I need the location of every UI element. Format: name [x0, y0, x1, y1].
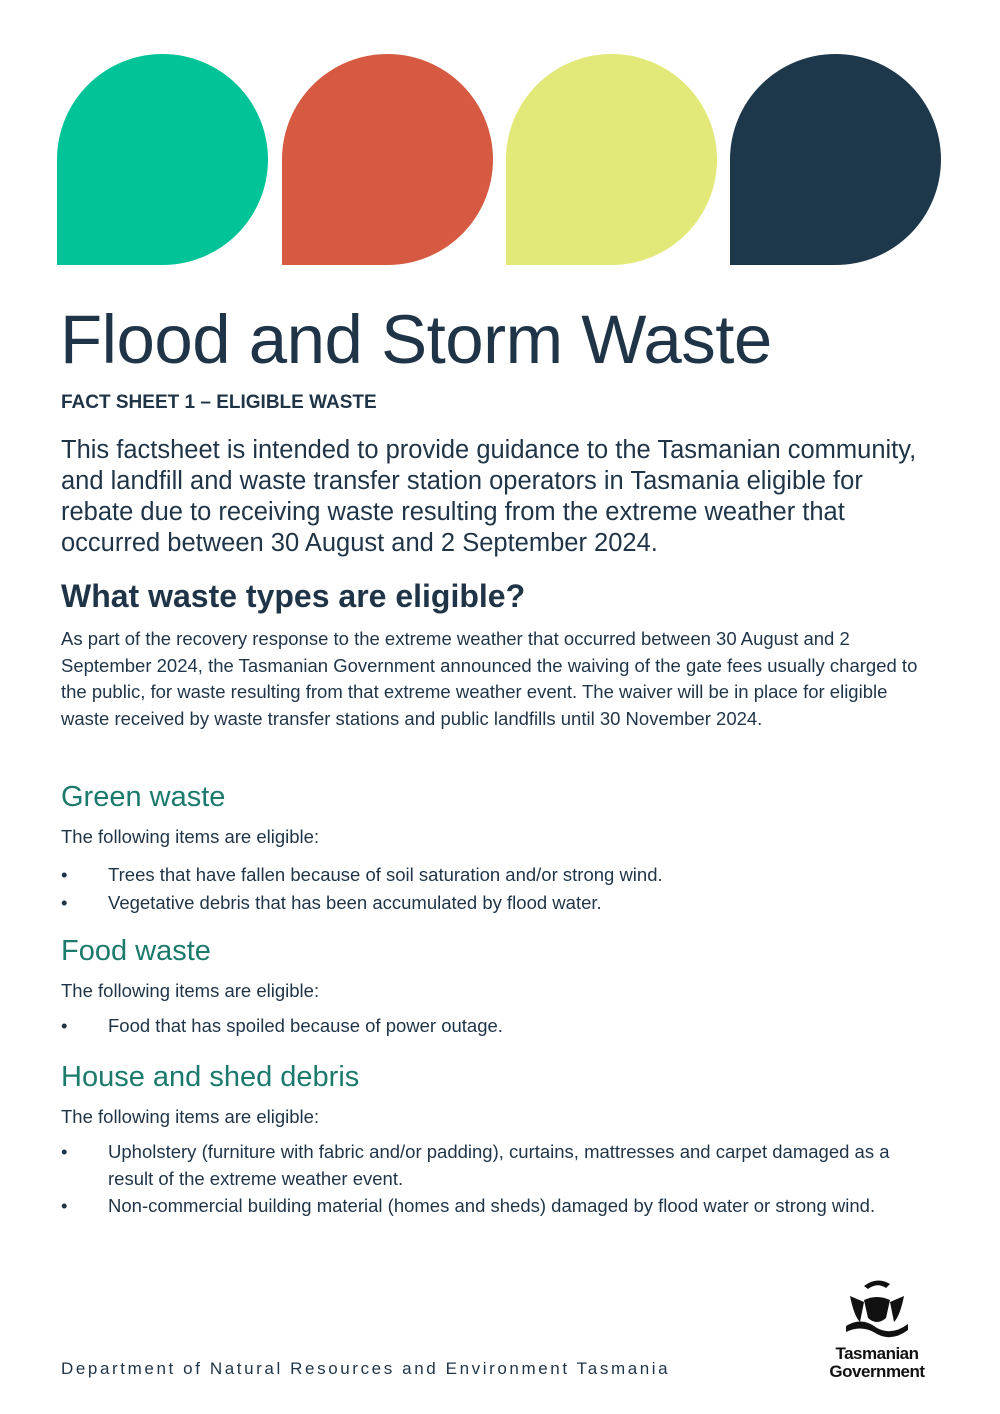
list-item: • Food that has spoiled because of power outage.	[61, 1013, 931, 1040]
food-waste-heading: Food waste	[61, 935, 211, 967]
bullet-icon: •	[61, 891, 68, 913]
house-debris-lead: The following items are eligible:	[61, 1106, 320, 1127]
list-item: • Vegetative debris that has been accumulated by flood water.	[61, 890, 931, 917]
green-waste-heading: Green waste	[61, 781, 226, 813]
green-waste-list	[61, 862, 931, 917]
intro-paragraph: This factsheet is intended to provide guidance to the Tasmanian community, and landfill and waste transfer station operators in Tasmania eligible for rebate due to receiving waste resulting from the extreme weather that occurred between 30 August and 2 September 2024.	[61, 436, 917, 557]
tasmanian-devil-icon	[842, 1276, 912, 1340]
tasmanian-government-logo	[822, 1276, 932, 1381]
bullet-icon: •	[61, 1015, 68, 1036]
green-waste-lead: The following items are eligible:	[61, 826, 320, 847]
food-waste-list	[61, 1013, 931, 1041]
house-debris-heading: House and shed debris	[61, 1061, 360, 1093]
bullet-icon: •	[61, 1141, 68, 1162]
section-heading: What waste types are eligible?	[61, 578, 526, 614]
house-debris-list	[61, 1139, 931, 1221]
decorative-shape-teal	[57, 54, 268, 265]
page-title: Flood and Storm Waste	[60, 301, 772, 378]
list-item: • Non-commercial building material (homes and sheds) damaged by flood water or strong wind.	[61, 1193, 931, 1220]
bullet-icon: •	[61, 864, 68, 885]
bullet-icon: •	[61, 1195, 68, 1216]
logo-text-line2: Government	[829, 1362, 925, 1381]
decorative-shape-navy	[730, 54, 941, 265]
food-waste-lead: The following items are eligible:	[61, 980, 320, 1001]
list-item: • Trees that have fallen because of soil saturation and/or strong wind.	[61, 862, 931, 889]
section-body: As part of the recovery response to the extreme weather that occurred between 30 August and 2 September 2024, the Tasmanian Government announced the waiving of the gate fees usually charged to the public, for waste resulting from that extreme weather event. The waiver will be in place for eligible waste received by waste transfer stations and public landfills until 30 November 2024.	[61, 628, 918, 729]
subtitle: FACT SHEET 1 – ELIGIBLE WASTE	[61, 392, 377, 413]
footer-department: Department of Natural Resources and Environment Tasmania	[61, 1359, 671, 1378]
list-item: • Upholstery (furniture with fabric and/or padding), curtains, mattresses and carpet damaged as a result of the extreme weather event.	[61, 1141, 890, 1189]
decorative-shape-yellow	[506, 54, 717, 265]
logo-text-line1: Tasmanian	[835, 1344, 919, 1363]
decorative-shape-red	[282, 54, 493, 265]
